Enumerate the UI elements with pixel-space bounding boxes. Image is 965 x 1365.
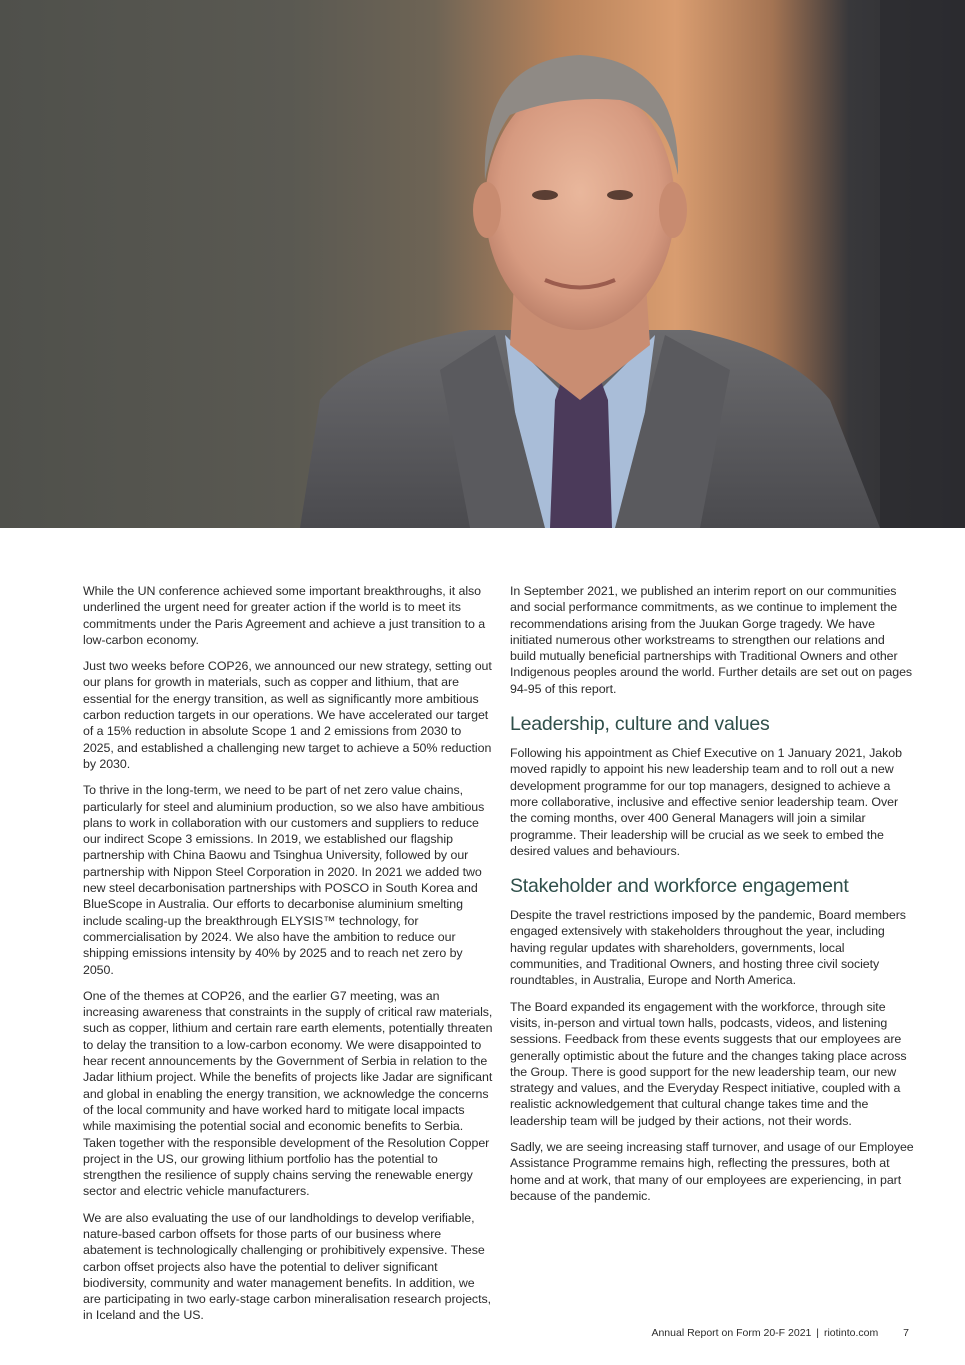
page-footer xyxy=(651,1327,909,1339)
paragraph: We are also evaluating the use of our landholdings to develop verifiable, nature-based carbon offsets for those parts of our business where abatement is technologically challenging or prohibitively expensive. These carbon offset projects also have the potential to deliver significant biodiversity, community and water management benefits. In addition, we are participating in two early-stage carbon mineralisation research projects, in Iceland and the US. xyxy=(83,1210,491,1323)
report-title: Annual Report on Form 20-F 2021 xyxy=(651,1327,812,1339)
page-number: 7 xyxy=(903,1327,909,1339)
paragraph: In September 2021, we published an interim report on our communities and social performance commitments, as we continue to implement the recommendations arising from the Juukan Gorge tragedy. We have initiated numerous other workstreams to strengthen our relations and build mutually beneficial partnerships with Traditional Owners and other Indigenous peoples around the world. Further details are set out on pages 94-95 of this report. xyxy=(510,584,913,696)
right-column xyxy=(510,583,914,1214)
portrait-illustration xyxy=(0,0,965,528)
paragraph: One of the themes at COP26, and the earlier G7 meeting, was an increasing awareness that constraints in the supply of critical raw materials, such as copper, lithium and certain rare earth elements, potentially threaten to delay the transition to a low-carbon economy. We were disappointed to hear recent announcements by the Government of Serbia in relation to the Jadar lithium project. While the benefits of projects like Jadar are significant and global in enabling the energy transition, we acknowledge the concerns of the local community and have worked hard to mitigate local impacts while maximising the potential social and economic benefits to Serbia. Taken together with the responsible development of the Resolution Copper project in the US, our growing lithium portfolio has the potential to strengthen the resilience of supply chains serving the renewable energy sector and electric vehicle manufacturers. xyxy=(83,988,493,1199)
paragraph: The Board expanded its engagement with the workforce, through site visits, in-person and virtual town halls, podcasts, videos, and listening sessions. Feedback from these events suggests that our employees are generally optimistic about the future and the changes taking place across the Group. There is good support for the new leadership team, our new strategy and values, and the Everyday Respect initiative, coupled with a realistic acknowledgement that cultural change takes time and the leadership team will be judged by their actions, not their words. xyxy=(510,999,907,1128)
face-shape xyxy=(485,80,675,330)
paragraph: Sadly, we are seeing increasing staff turnover, and usage of our Employee Assistance Programme remains high, reflecting the pressures, both at home and at work, that many of our employees are experiencing, in part because of the pandemic. xyxy=(510,1140,914,1203)
portrait-photo xyxy=(0,0,965,528)
paragraph: To thrive in the long-term, we need to be part of net zero value chains, particularly for steel and aluminium production, so we also have ambitious plans to work in collaboration with our customers and suppliers to reduce our indirect Scope 3 emissions. In 2019, we established our flagship partnership with China Baowu and Tsinghua University, followed by our partnership with Nippon Steel Corporation in 2020. In 2021 we added two new steel decarbonisation partnerships with POSCO in South Korea and BlueScope in Australia. Our efforts to decarbonise aluminium smelting include scaling-up the breakthrough ELYSIS™ technology, for commercialisation by 2024. We also have the ambition to reduce our shipping emissions intensity by 40% by 2025 and to reach net zero by 2050. xyxy=(83,783,485,977)
section-heading-leadership: Leadership, culture and values xyxy=(510,713,770,736)
left-column xyxy=(83,583,493,1334)
paragraph: Just two weeks before COP26, we announced our new strategy, setting out our plans for growth in materials, such as copper and lithium, that are essential for the energy transition, as well as significantly more ambitious carbon reduction targets in our operations. We have accelerated our target of a 15% reduction in absolute Scope 1 and 2 emissions from 2030 to 2025, and established a challenging new target to achieve a 50% reduction by 2030. xyxy=(83,659,492,771)
paragraph: While the UN conference achieved some important breakthroughs, it also underlined the urgent need for greater action if the world is to meet its commitments under the Paris Agreement and achieve a just transition to a low-carbon economy. xyxy=(83,584,486,647)
paragraph: Following his appointment as Chief Executive on 1 January 2021, Jakob moved rapidly to appoint his new leadership team and to roll out a new development programme for our top managers, designed to achieve a more collaborative, inclusive and effective senior leadership team. Over the coming months, over 400 General Managers will join a similar programme. Their leadership will be crucial as we seek to embed the desired values and behaviours. xyxy=(510,746,902,858)
website-link[interactable]: riotinto.com xyxy=(823,1327,879,1339)
paragraph: Despite the travel restrictions imposed by the pandemic, Board members engaged extensively with stakeholders throughout the year, including having regular updates with shareholders, governments, local communities, and Traditional Owners, and hosting three civil society roundtables, in Australia, Europe and North America. xyxy=(510,908,906,988)
section-heading-stakeholder: Stakeholder and workforce engagement xyxy=(510,875,849,898)
footer-separator: | xyxy=(816,1327,820,1339)
